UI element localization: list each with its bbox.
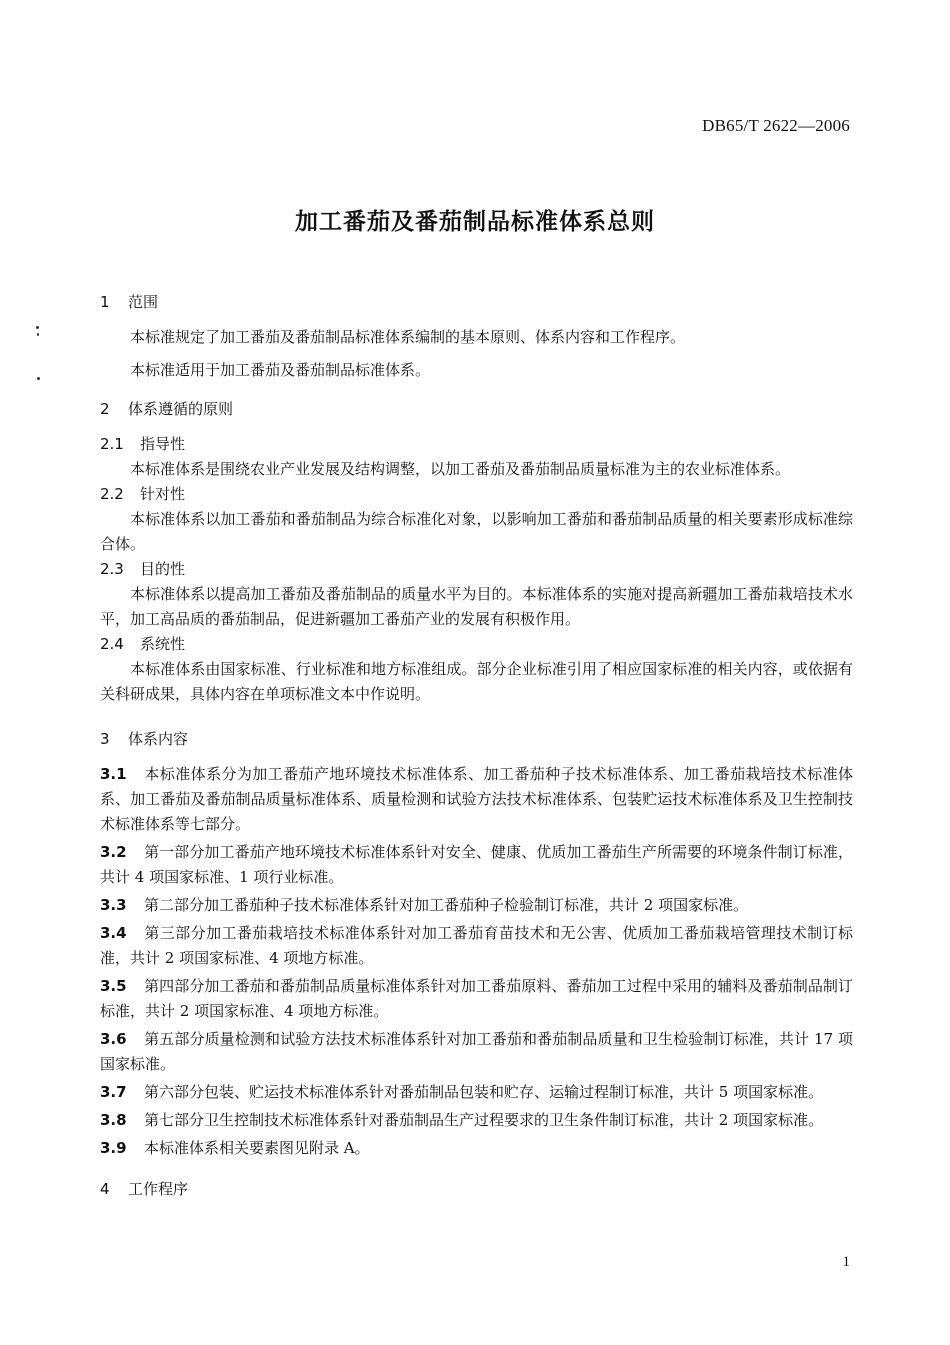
section-number: 4	[100, 1180, 110, 1198]
subsection-title: 指导性	[140, 435, 186, 453]
clause-text: 第五部分质量检测和试验方法技术标准体系针对加工番茄和番茄制品质量和卫生检验制订标准，共计 17 项国家标准。	[100, 1030, 853, 1073]
clause	[100, 1027, 853, 1077]
clause-number: 3.1	[100, 765, 127, 783]
section-title: 体系内容	[128, 730, 189, 748]
document-code: DB65/T 2622—2006	[702, 116, 850, 135]
clause	[100, 840, 853, 890]
clause-number: 3.7	[100, 1083, 127, 1101]
clause	[100, 1080, 853, 1105]
section-heading-2	[100, 397, 853, 422]
clause	[100, 762, 853, 837]
clause-number: 3.8	[100, 1111, 127, 1129]
clause-text: 第二部分加工番茄种子技术标准体系针对加工番茄种子检验制订标准，共计 2 项国家标准。	[144, 896, 749, 914]
subsection-number: 2.3	[100, 560, 124, 578]
clause-number: 3.5	[100, 977, 127, 995]
subsection-heading	[100, 557, 853, 582]
clause-number: 3.9	[100, 1139, 127, 1157]
clause	[100, 893, 853, 918]
page-title: 加工番茄及番茄制品标准体系总则	[295, 209, 655, 235]
clause-number: 3.6	[100, 1030, 127, 1048]
section-title: 体系遵循的原则	[128, 400, 234, 418]
clause-number: 3.4	[100, 924, 127, 942]
subsection-heading	[100, 432, 853, 457]
section-number: 3	[100, 730, 110, 748]
section-heading-4	[100, 1177, 853, 1202]
clause-text: 第四部分加工番茄和番茄制品质量标准体系针对加工番茄原料、番茄加工过程中采用的辅料及番茄制品制订标准，共计 2 项国家标准、4 项地方标准。	[100, 977, 853, 1020]
clause	[100, 921, 853, 971]
subsection-number: 2.1	[100, 435, 124, 453]
subsection-heading	[100, 632, 853, 657]
section-title: 工作程序	[128, 1180, 189, 1198]
subsection-title: 系统性	[140, 635, 186, 653]
subsection-number: 2.2	[100, 485, 124, 503]
clause-text: 第六部分包装、贮运技术标准体系针对番茄制品包装和贮存、运输过程制订标准，共计 5 项国家标准。	[144, 1083, 824, 1101]
clause-text: 第七部分卫生控制技术标准体系针对番茄制品生产过程要求的卫生条件制订标准，共计 2 项国家标准。	[144, 1111, 824, 1129]
clause-number: 3.3	[100, 896, 127, 914]
document-body	[100, 290, 853, 1212]
section-heading-3	[100, 727, 853, 752]
paragraph: 本标准体系由国家标准、行业标准和地方标准组成。部分企业标准引用了相应国家标准的相关内容，或依据有关科研成果，具体内容在单项标准文本中作说明。	[100, 660, 853, 703]
section-number: 1	[100, 293, 110, 311]
page-number: 1	[842, 1254, 850, 1270]
section-number: 2	[100, 400, 110, 418]
scan-speck	[37, 377, 40, 380]
scan-speck	[36, 326, 39, 329]
section-heading-1	[100, 290, 853, 315]
paragraph: 本标准适用于加工番茄及番茄制品标准体系。	[130, 361, 431, 379]
clause	[100, 974, 853, 1024]
clause-text: 本标准体系分为加工番茄产地环境技术标准体系、加工番茄种子技术标准体系、加工番茄栽培技术标准体系、加工番茄及番茄制品质量标准体系、质量检测和试验方法技术标准体系、包装贮运技术标准体系及卫生控制技术标准体系等七部分。	[100, 765, 853, 833]
scan-speck	[37, 333, 39, 336]
subsection-title: 针对性	[140, 485, 186, 503]
section-title: 范围	[128, 293, 159, 311]
clause	[100, 1108, 853, 1133]
subsection-heading	[100, 482, 853, 507]
clause-text: 第一部分加工番茄产地环境技术标准体系针对安全、健康、优质加工番茄生产所需要的环境条件制订标准，共计 4 项国家标准、1 项行业标准。	[100, 843, 853, 886]
paragraph: 本标准体系是围绕农业产业发展及结构调整，以加工番茄及番茄制品质量标准为主的农业标准体系。	[130, 460, 791, 478]
clause	[100, 1136, 853, 1161]
subsection-number: 2.4	[100, 635, 124, 653]
paragraph: 本标准体系以提高加工番茄及番茄制品的质量水平为目的。本标准体系的实施对提高新疆加工番茄栽培技术水平，加工高品质的番茄制品，促进新疆加工番茄产业的发展有积极作用。	[100, 585, 853, 628]
clause-number: 3.2	[100, 843, 127, 861]
paragraph: 本标准体系以加工番茄和番茄制品为综合标准化对象，以影响加工番茄和番茄制品质量的相关要素形成标准综合体。	[100, 510, 853, 553]
subsection-title: 目的性	[140, 560, 186, 578]
paragraph: 本标准规定了加工番茄及番茄制品标准体系编制的基本原则、体系内容和工作程序。	[130, 328, 686, 346]
clause-text: 本标准体系相关要素图见附录 A。	[144, 1139, 370, 1157]
clause-text: 第三部分加工番茄栽培技术标准体系针对加工番茄育苗技术和无公害、优质加工番茄栽培管理技术制订标准，共计 2 项国家标准、4 项地方标准。	[100, 924, 853, 967]
